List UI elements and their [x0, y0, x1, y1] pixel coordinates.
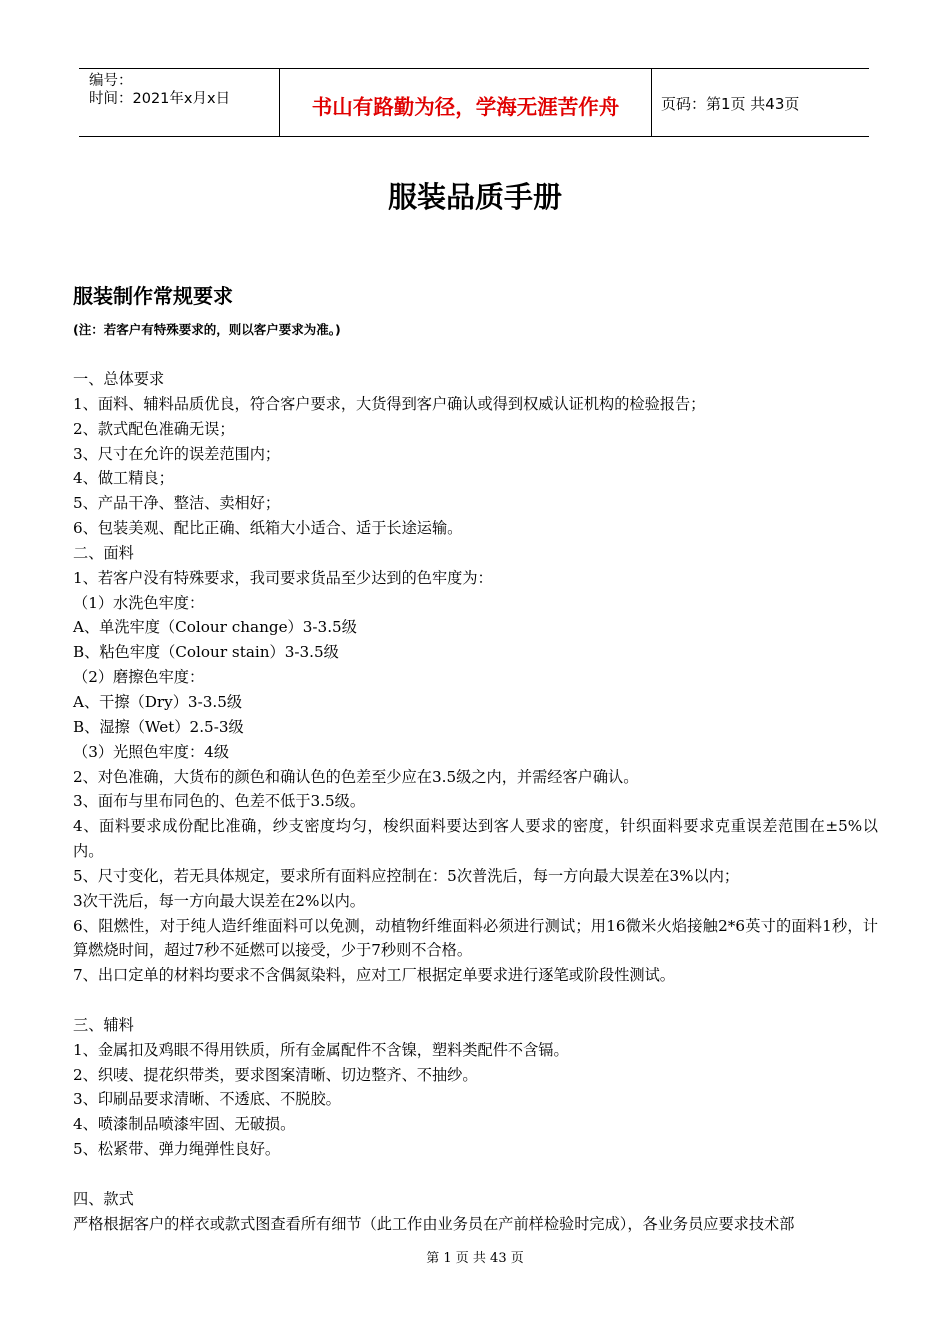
text-line: 2、织唛、提花织带类，要求图案清晰、切边整齐、不抽纱。 [73, 1065, 478, 1084]
blank-line [73, 988, 878, 1013]
header-table [79, 68, 869, 137]
text-line: 4、喷漆制品喷漆牢固、无破损。 [73, 1115, 296, 1134]
text-line: 4、做工精良； [73, 469, 174, 488]
text-line: 1、若客户没有特殊要求，我司要求货品至少达到的色牢度为： [73, 568, 493, 587]
header-meta [79, 69, 280, 136]
text-line: 3、印刷品要求清晰、不透底、不脱胶。 [73, 1090, 341, 1109]
text-line: B、粘色牢度（Colour stain）3-3.5级 [73, 643, 339, 662]
text-line: 一、总体要求 [73, 370, 165, 388]
text-line: （1）水洗色牢度： [73, 593, 205, 612]
text-line: 四、款式 [73, 1189, 134, 1208]
text-line: （2）磨擦色牢度： [73, 668, 205, 687]
text-line: B、湿擦（Wet）2.5-3级 [73, 717, 244, 736]
text-line: 3、面布与里布同色的、色差不低于3.5级。 [73, 792, 366, 811]
note-text: (注：若客户有特殊要求的，则以客户要求为准。) [73, 322, 341, 337]
text-line: 1、面料、辅料品质优良，符合客户要求，大货得到客户确认或得到权威认证机构的检验报告； [73, 394, 706, 413]
text-line: 二、面料 [73, 543, 134, 562]
text-line: 5、尺寸变化，若无具体规定，要求所有面料应控制在：5次普洗后，每一方向最大误差在3%以内； [73, 866, 740, 885]
text-line: A、单洗牢度（Colour change）3-3.5级 [73, 618, 357, 637]
document-title: 服装品质手册 [387, 180, 562, 214]
section-title: 服装制作常规要求 [73, 284, 233, 308]
text-line: 1、金属扣及鸡眼不得用铁质，所有金属配件不含镍，塑料类配件不含镉。 [73, 1040, 569, 1059]
text-line: （3）光照色牢度：4级 [73, 742, 230, 761]
text-line: 4、面料要求成份配比准确，纱支密度均匀，梭织面料要达到客人要求的密度，针织面料要求克重误差范围在±5%以内。 [73, 817, 878, 861]
text-line: A、干擦（Dry）3-3.5级 [73, 692, 243, 711]
text-line: 严格根据客户的样衣或款式图查看所有细节（此工作由业务员在产前样检验时完成），各业务员应要求技术部 [73, 1214, 795, 1233]
text-line: 6、包装美观、配比正确、纸箱大小适合、适于长途运输。 [73, 519, 463, 538]
body-text [73, 367, 878, 1237]
number-label: 编号： [89, 73, 133, 89]
header-page-info: 页码：第1页 共43页 [661, 95, 800, 113]
text-line: 5、产品干净、整洁、卖相好； [73, 494, 281, 513]
text-line: 2、对色准确，大货布的颜色和确认色的色差至少应在3.5级之内，并需经客户确认。 [73, 767, 639, 786]
text-line: 3、尺寸在允许的误差范围内； [73, 444, 281, 463]
blank-line [73, 1162, 878, 1187]
text-line: 7、出口定单的材料均要求不含偶氮染料，应对工厂根据定单要求进行逐笔或阶段性测试。 [73, 966, 675, 985]
text-line: 2、款式配色准确无误； [73, 419, 235, 438]
text-line: 6、阻燃性，对于纯人造纤维面料可以免测，动植物纤维面料必须进行测试；用16微米火焰接触2*6英寸的面料1秒，计算燃烧时间，超过7秒不延燃可以接受，少于7秒则不合格。 [73, 916, 878, 960]
page-footer: 第 1 页 共 43 页 [426, 1251, 524, 1266]
text-line: 3次干洗后，每一方向最大误差在2%以内。 [73, 891, 365, 910]
text-line: 5、松紧带、弹力绳弹性良好。 [73, 1140, 281, 1159]
date-label: 时间：2021年x月x日 [89, 91, 231, 107]
header-motto: 书山有路勤为径，学海无涯苦作舟 [280, 69, 652, 136]
text-line: 三、辅料 [73, 1015, 134, 1034]
